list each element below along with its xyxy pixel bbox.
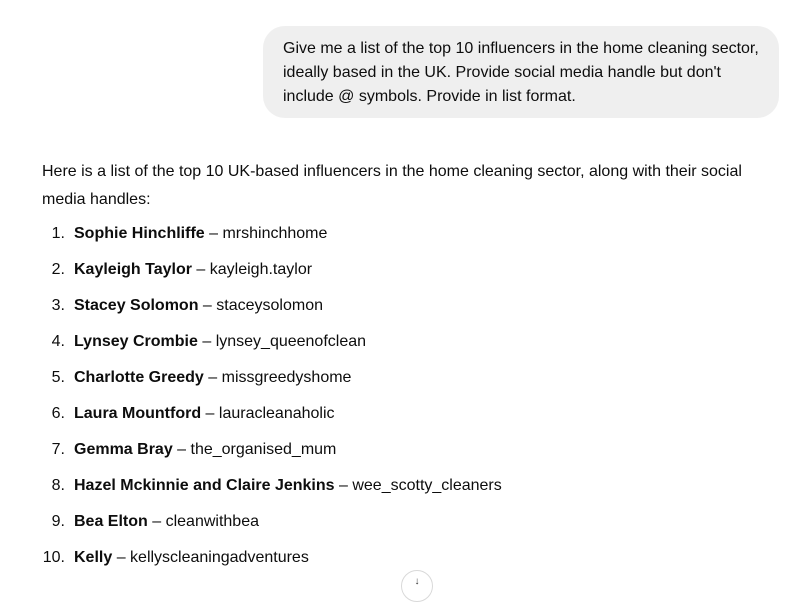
list-item xyxy=(42,366,772,402)
list-item xyxy=(42,294,772,330)
arrow-down-icon: ↓ xyxy=(414,576,420,587)
influencer-handle: missgreedyshome xyxy=(221,369,352,386)
list-item xyxy=(42,438,772,474)
list-item-number: 4. xyxy=(51,333,65,350)
influencer-handle: lynsey_queenofclean xyxy=(215,333,367,350)
influencer-name: Laura Mountford xyxy=(74,405,202,422)
list-item xyxy=(42,402,772,438)
separator: – xyxy=(197,333,216,350)
influencer-name: Hazel Mckinnie and Claire Jenkins xyxy=(74,477,335,494)
influencer-name: Sophie Hinchliffe xyxy=(74,225,205,242)
list-item-number: 3. xyxy=(51,297,65,314)
list-item-number: 8. xyxy=(51,477,65,494)
influencer-handle: kellyscleaningadventures xyxy=(130,549,309,566)
list-item-number: 10. xyxy=(42,549,65,566)
scroll-to-bottom-button[interactable] xyxy=(401,570,433,602)
influencer-name: Charlotte Greedy xyxy=(74,369,204,386)
influencer-handle: cleanwithbea xyxy=(165,513,259,530)
influencer-handle: the_organised_mum xyxy=(190,441,337,458)
influencer-name: Stacey Solomon xyxy=(74,297,199,314)
influencer-handle: wee_scotty_cleaners xyxy=(352,477,502,494)
list-item-number: 5. xyxy=(51,369,65,386)
influencer-handle: kayleigh.taylor xyxy=(209,261,313,278)
assistant-intro: Here is a list of the top 10 UK-based influencers in the home cleaning sector, along with their social media handles: xyxy=(42,163,742,208)
influencer-handle: mrshinchhome xyxy=(222,225,328,242)
influencer-name: Bea Elton xyxy=(74,513,148,530)
separator: – xyxy=(191,261,210,278)
separator: – xyxy=(201,405,219,422)
influencer-name: Kayleigh Taylor xyxy=(74,261,192,278)
separator: – xyxy=(172,441,191,458)
influencer-list xyxy=(42,222,772,582)
influencer-handle: staceysolomon xyxy=(216,297,323,314)
list-item-number: 6. xyxy=(51,405,65,422)
user-message-bubble xyxy=(263,26,779,118)
separator: – xyxy=(112,549,131,566)
list-item-number: 2. xyxy=(51,261,65,278)
user-message-text: Give me a list of the top 10 influencers in the home cleaning sector, ideally based in the UK. Provide social media handle but don't include @ symbols. Provide in list format. xyxy=(283,40,759,105)
influencer-name: Lynsey Crombie xyxy=(74,333,198,350)
list-item-number: 7. xyxy=(51,441,65,458)
list-item xyxy=(42,474,772,510)
list-item xyxy=(42,330,772,366)
influencer-handle: lauracleanaholic xyxy=(218,405,335,422)
separator: – xyxy=(204,225,223,242)
list-item-number: 1. xyxy=(51,225,65,242)
separator: – xyxy=(147,513,166,530)
separator: – xyxy=(198,297,217,314)
list-item-number: 9. xyxy=(51,513,65,530)
separator: – xyxy=(203,369,222,386)
assistant-message xyxy=(42,158,772,566)
list-item xyxy=(42,258,772,294)
influencer-name: Gemma Bray xyxy=(74,441,173,458)
separator: – xyxy=(334,477,353,494)
list-item xyxy=(42,510,772,546)
list-item xyxy=(42,222,772,258)
influencer-name: Kelly xyxy=(74,549,113,566)
